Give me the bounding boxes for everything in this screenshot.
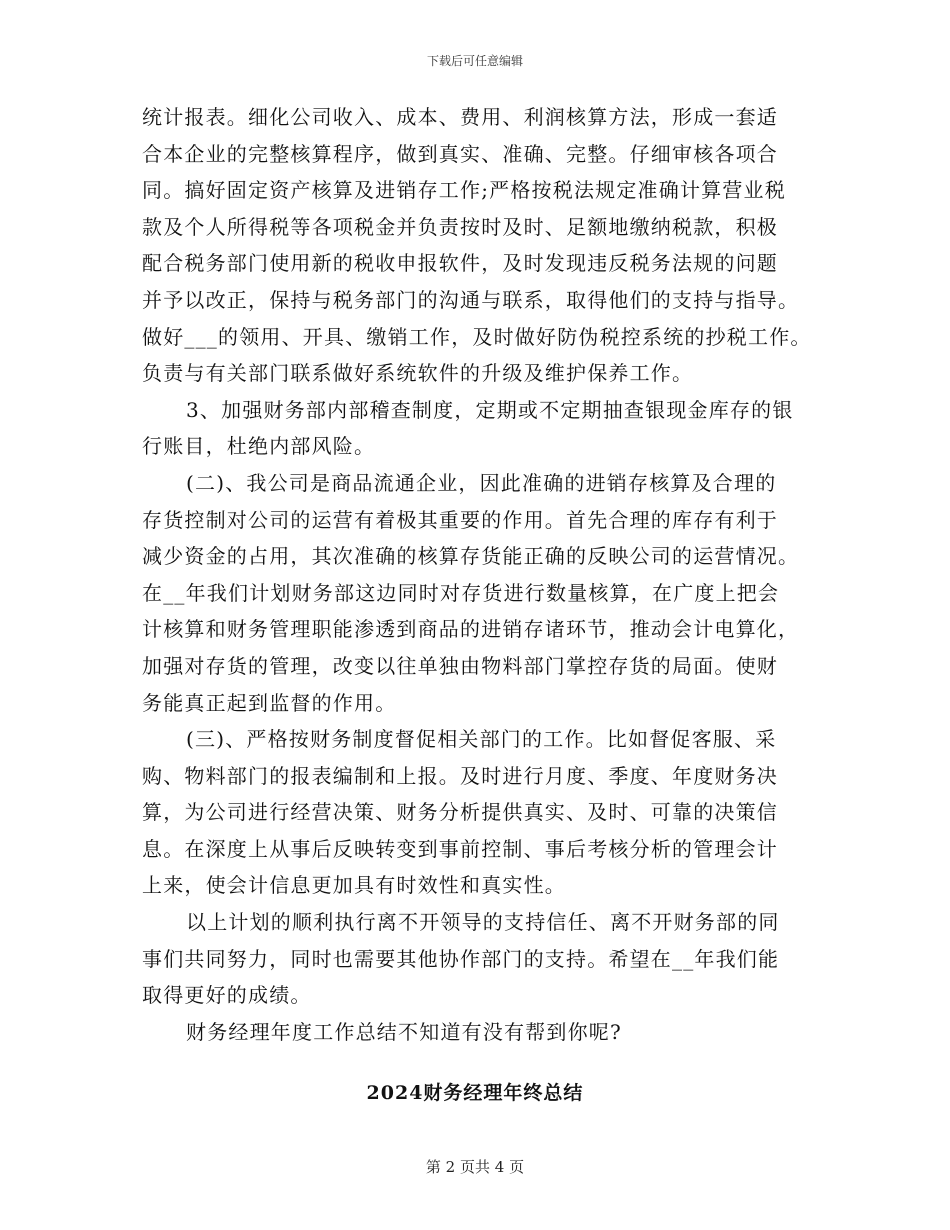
body-line: 取得更好的成绩。 (142, 983, 312, 1008)
body-line: 购、物料部门的报表编制和上报。及时进行月度、季度、年度财务决 (142, 763, 778, 788)
body-line: 在__年我们计划财务部这边同时对存货进行数量核算，在广度上把会 (142, 580, 780, 605)
body-line: 3、加强财务部内部稽查制度，定期或不定期抽查银现金库存的银 (186, 397, 794, 422)
body-line: 配合税务部门使用新的税收申报软件，及时发现违反税务法规的问题 (142, 251, 778, 276)
body-line: 合本企业的完整核算程序，做到真实、准确、完整。仔细审核各项合 (142, 141, 778, 166)
body-line: 算，为公司进行经营决策、财务分析提供真实、及时、可靠的决策信 (142, 800, 778, 825)
body-line: 息。在深度上从事后反映转变到事前控制、事后考核分析的管理会计 (142, 836, 778, 861)
body-line: 减少资金的占用，其次准确的核算存货能正确的反映公司的运营情况。 (142, 544, 800, 569)
body-line: 务能真正起到监督的作用。 (142, 690, 397, 715)
body-line: 并予以改正，保持与税务部门的沟通与联系，取得他们的支持与指导。 (142, 287, 800, 312)
body-line: 款及个人所得税等各项税金并负责按时及时、足额地缴纳税款，积极 (142, 214, 778, 239)
body-line: 财务经理年度工作总结不知道有没有帮到你呢? (186, 1019, 622, 1044)
body-line: 同。搞好固定资产核算及进销存工作;严格按税法规定准确计算营业税 (142, 178, 786, 203)
body-line: 计核算和财务管理职能渗透到商品的进销存诸环节，推动会计电算化， (142, 617, 800, 642)
body-line: 做好___的领用、开具、缴销工作，及时做好防伪税控系统的抄税工作。 (142, 324, 812, 349)
body-line: 存货控制对公司的运营有着极其重要的作用。首先合理的库存有利于 (142, 507, 778, 532)
body-line: 负责与有关部门联系做好系统软件的升级及维护保养工作。 (142, 361, 694, 386)
body-line: (三)、严格按财务制度督促相关部门的工作。比如督促客服、采 (186, 727, 777, 752)
body-line: 行账目，杜绝内部风险。 (142, 434, 376, 459)
body-line: 以上计划的顺利执行离不开领导的支持信任、离不开财务部的同 (186, 910, 780, 935)
body-line: 统计报表。细化公司收入、成本、费用、利润核算方法，形成一套适 (142, 105, 778, 129)
body-text (142, 99, 812, 1050)
body-line: 事们共同努力，同时也需要其他协作部门的支持。希望在__年我们能 (142, 946, 780, 971)
page-footer: 第 2 页共 4 页 (425, 1158, 525, 1176)
body-line: (二)、我公司是商品流通企业，因此准确的进销存核算及合理的 (186, 470, 777, 495)
section-title: 2024财务经理年终总结 (366, 1082, 584, 1104)
body-line: 上来，使会计信息更加具有时效性和真实性。 (142, 873, 566, 898)
page-header: 下载后可任意编辑 (426, 54, 523, 68)
body-line: 加强对存货的管理，改变以往单独由物料部门掌控存货的局面。使财 (142, 653, 778, 678)
